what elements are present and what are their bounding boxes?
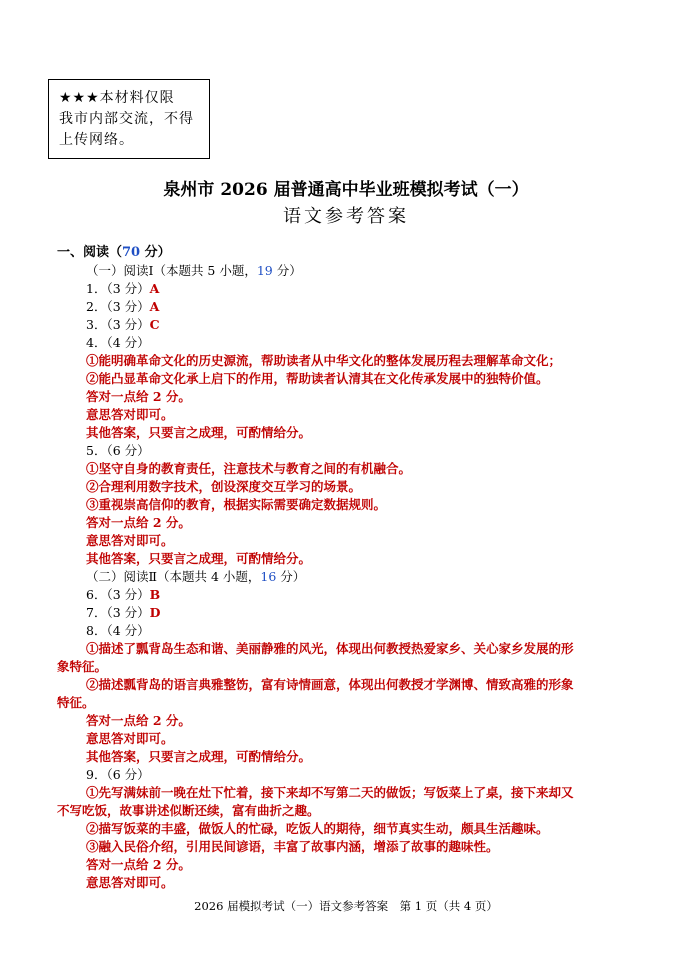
- answer-q8-point-1: ①描述了瓢背岛生态和谐、美丽静雅的风光，体现出何教授热爱家乡、关心家乡发展的形: [86, 641, 574, 656]
- answer-q9-point-2: ②描写饭菜的丰盛，做饭人的忙碌，吃饭人的期待，细节真实生动，颇具生活趣味。: [86, 821, 549, 836]
- section-score: 70: [122, 245, 141, 260]
- section-tail: 分）: [140, 245, 171, 260]
- answer-choice: B: [149, 587, 161, 602]
- answer-choice: C: [149, 317, 160, 332]
- answer-q8-point-1-cont: 象特征。: [57, 659, 108, 674]
- section-label: 一、阅读（: [57, 245, 123, 260]
- answer-q8-point-2: ②描述瓢背岛的语言典雅整饬，富有诗情画意，体现出何教授才学渊博、情致高雅的形象: [86, 677, 574, 692]
- scoring-note: 答对一点给 2 分。: [86, 515, 191, 530]
- notice-line: ★★★本材料仅限: [59, 90, 175, 106]
- scoring-note: 意思答对即可。: [86, 407, 174, 422]
- scoring-note: 意思答对即可。: [86, 875, 174, 890]
- scoring-note: 其他答案，只要言之成理，可酌情给分。: [86, 749, 312, 764]
- scoring-note: 答对一点给 2 分。: [86, 857, 191, 872]
- answer-q4-point-1: ①能明确革命文化的历史源流，帮助读者从中华文化的整体发展历程去理解革命文化；: [86, 353, 562, 368]
- question-number-q5: 5．（6 分）: [86, 443, 150, 458]
- subsection-score: 16: [260, 569, 277, 584]
- answer-q5-point-1: ①坚守自身的教育责任，注意技术与教育之间的有机融合。: [86, 461, 412, 476]
- exam-title: 泉州市 2026 届普通高中毕业班模拟考试（一）: [163, 180, 529, 200]
- answer-choice: A: [149, 299, 160, 314]
- section-heading-reading: [57, 244, 171, 262]
- answer-q1: [86, 280, 159, 298]
- subsection-score: 19: [256, 263, 273, 278]
- question-number: 3．（3 分）: [86, 317, 150, 332]
- notice-line: 我市内部交流，不得: [59, 111, 194, 127]
- answer-choice: D: [149, 605, 161, 620]
- answer-q8-point-2-cont: 特征。: [57, 695, 95, 710]
- subsection-heading-reading-2: [86, 568, 305, 586]
- page-footer: 2026 届模拟考试（一）语文参考答案 第 1 页（共 4 页）: [194, 899, 498, 913]
- answer-q5-point-2: ②合理利用数字技术，创设深度交互学习的场景。: [86, 479, 362, 494]
- answer-q9-point-1-cont: 不写吃饭，故事讲述似断还续，富有曲折之趣。: [57, 803, 320, 818]
- subsection-heading-reading-1: [86, 262, 302, 280]
- question-number: 7．（3 分）: [86, 605, 150, 620]
- distribution-notice-box: [48, 79, 210, 159]
- answer-q9-point-1: ①先写满妹前一晚在灶下忙着，接下来却不写第二天的做饭；写饭菜上了桌，接下来却又: [86, 785, 574, 800]
- answer-choice: A: [149, 281, 160, 296]
- answer-q9-point-3: ③融入民俗介绍，引用民间谚语，丰富了故事内涵，增添了故事的趣味性。: [86, 839, 499, 854]
- scoring-note: 其他答案，只要言之成理，可酌情给分。: [86, 551, 312, 566]
- exam-subtitle: 语文参考答案: [283, 206, 409, 227]
- answer-q7: [86, 604, 160, 622]
- notice-line: 上传网络。: [59, 132, 134, 148]
- subsection-tail: 分）: [276, 569, 306, 584]
- subsection-label: （一）阅读Ⅰ（本题共 5 小题，: [86, 263, 257, 278]
- question-number: 1．（3 分）: [86, 281, 150, 296]
- answer-q6: [86, 586, 160, 604]
- question-number: 2．（3 分）: [86, 299, 150, 314]
- scoring-note: 答对一点给 2 分。: [86, 389, 191, 404]
- answer-q3: [86, 316, 160, 334]
- subsection-tail: 分）: [272, 263, 302, 278]
- scoring-note: 答对一点给 2 分。: [86, 713, 191, 728]
- question-number-q8: 8．（4 分）: [86, 623, 150, 638]
- scoring-note: 其他答案，只要言之成理，可酌情给分。: [86, 425, 312, 440]
- scoring-note: 意思答对即可。: [86, 533, 174, 548]
- answer-q5-point-3: ③重视崇高信仰的教育，根据实际需要确定数据规则。: [86, 497, 387, 512]
- scoring-note: 意思答对即可。: [86, 731, 174, 746]
- question-number-q9: 9．（6 分）: [86, 767, 150, 782]
- question-number: 6．（3 分）: [86, 587, 150, 602]
- question-number-q4: 4．（4 分）: [86, 335, 150, 350]
- answer-q2: [86, 298, 159, 316]
- subsection-label: （二）阅读Ⅱ（本题共 4 小题，: [86, 569, 261, 584]
- answer-q4-point-2: ②能凸显革命文化承上启下的作用，帮助读者认清其在文化传承发展中的独特价值。: [86, 371, 549, 386]
